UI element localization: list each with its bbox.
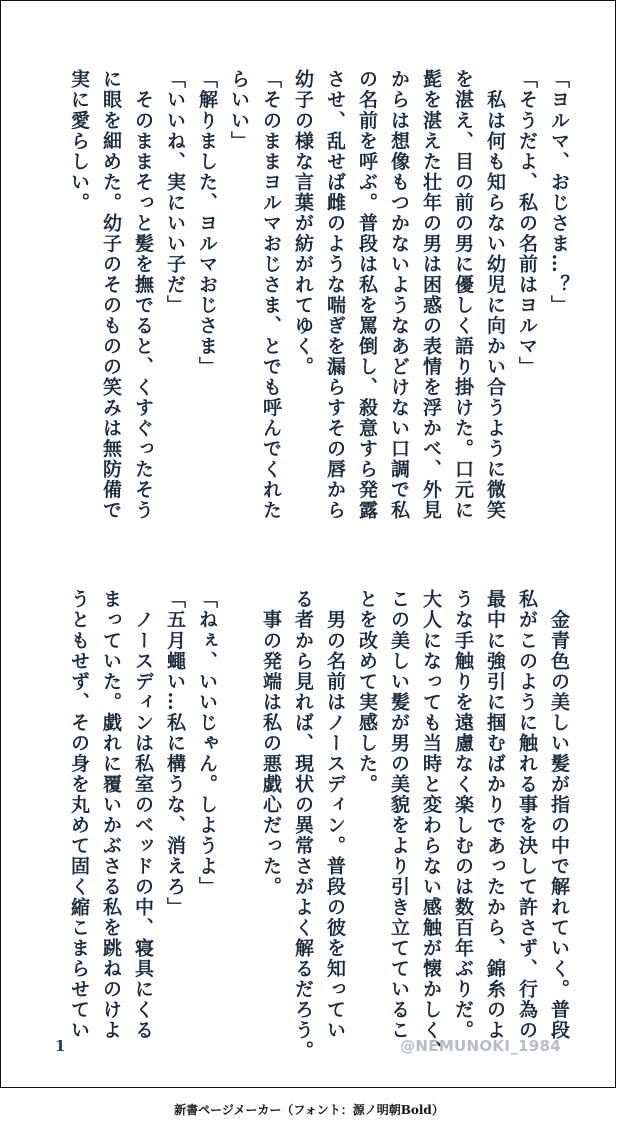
text-line: 髭を湛えた壮年の男は困惑の表情を浮かべ、外見 (420, 69, 442, 521)
text-line: からは想像もつかないようなあどけない口調で私 (388, 69, 410, 521)
text-line: 実に愛らしい。 (68, 69, 90, 213)
text-line: る者から見れば、現状の異常さがよく解るだろう。 (292, 589, 314, 1061)
text-line: させ、乱せば雌のような喘ぎを漏らすその唇から (324, 69, 346, 521)
text-line: うともせず、その身を丸めて固く縮こまらせてい (68, 589, 90, 1041)
blank-line (223, 589, 255, 1009)
text-line: 私は何も知らない幼児に向かい合うように微笑 (484, 69, 506, 521)
text-line: 事の発端は私の悪戯心だった。 (260, 589, 282, 897)
text-line: まっていた。戯れに覆いかぶさる私を跳ねのけよ (100, 589, 122, 1041)
text-line: 「五月蠅い…私に構うな、消えろ」 (164, 589, 186, 918)
text-line: 「ヨルマ、おじさま…？」 (548, 69, 570, 316)
text-line: 大人になっても当時と変わらない感触が懐かしく、 (420, 589, 442, 1061)
text-line: 幼子の様な言葉が紡がれてゆく。 (292, 69, 314, 377)
text-line: らいい」 (228, 69, 250, 152)
upper-text-block (63, 69, 575, 539)
text-line: とを改めて実感した。 (356, 589, 378, 795)
text-line: を湛え、目の前の男に優しく語り掛けた。口元に (452, 69, 474, 521)
text-line: 最中に強引に掴むばかりであったから、錦糸のよ (484, 589, 506, 1041)
footer-caption: 新書ページメーカー（フォント：源ノ明朝Bold） (174, 1103, 444, 1117)
text-line: の名前を呼ぶ。普段は私を罵倒し、殺意すら発露 (356, 69, 378, 521)
text-line: そのままそっと髪を撫でると、くすぐったそう (132, 69, 154, 521)
text-line: 「いいね、実にいい子だ」 (164, 69, 186, 316)
text-line: 男の名前はノースディン。普段の彼を知ってい (324, 589, 346, 1041)
text-line: 私がこのように触れる事を決して許さず、行為の (516, 589, 538, 1041)
page-number: 1 (55, 1037, 66, 1055)
text-line: 金青色の美しい髪が指の中で解れていく。普段 (548, 589, 570, 1041)
text-line: 「ねぇ、いいじゃん。しようよ」 (196, 589, 218, 897)
text-line: 「解りました、ヨルマおじさま」 (196, 69, 218, 377)
text-line: 「そうだよ、私の名前はヨルマ」 (516, 69, 538, 377)
author-watermark: @NEMUNOKI_1984 (400, 1037, 561, 1055)
text-line: ノースディンは私室のベッドの中、寝具にくる (132, 589, 154, 1041)
text-line: うな手触りを遠慮なく楽しむのは数百年ぶりだ。 (452, 589, 474, 1041)
text-line: 「そのままヨルマおじさま、とでも呼んでくれた (260, 69, 282, 521)
text-line: に眼を細めた。幼子のそのものの笑みは無防備で (100, 69, 122, 521)
text-line: この美しい髪が男の美貌をより引き立てているこ (388, 589, 410, 1041)
